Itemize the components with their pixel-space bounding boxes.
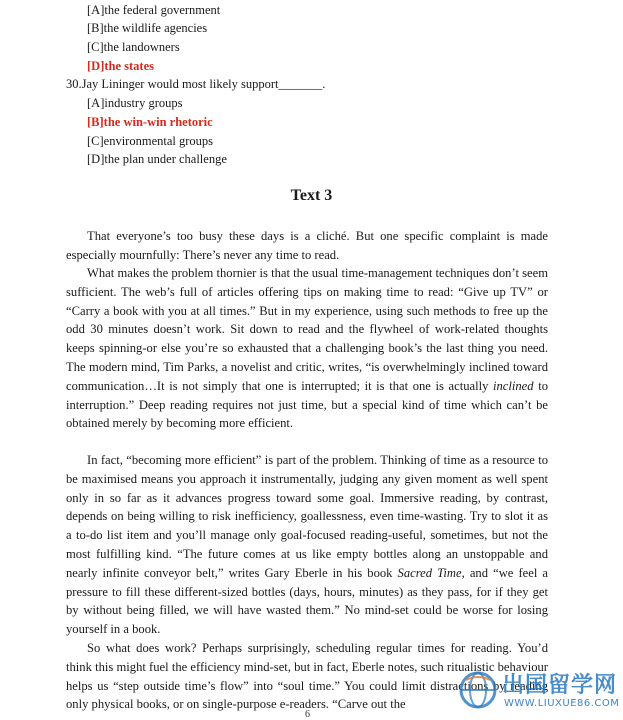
section-title: Text 3 [290,187,333,204]
paragraph-2-part-a: What makes the problem thornier is that the usual time-management techniques don’t seem sufficient. The web’s full of articles offering tips on making time to read: “Give up TV” or “Carry a book with you at all times.” But in my experience, using such methods to free up the odd 30 minutes doesn’t work. Sit down to read and the flywheel of work-related thoughts keeps spinning-or else you’re so exhausted that a challenging book’s the last thing you need. The modern mind, Tim Parks, a novelist and critic, writes, “is overwhelmingly inclined toward communication…It is not simply that one is interrupted; it is that one is actually [66,266,548,393]
paragraph-2-italic: inclined [493,378,534,393]
q30-option-c: [C]environmental groups [87,134,214,148]
q30-option-b-answer: [B]the win-win rhetoric [87,115,213,129]
paragraph-2 [66,264,548,433]
question-30-suffix: . [322,77,326,91]
paragraph-3-part-b: , and “we feel a pressure to fill these different-sized bottles (days, hours, minutes) as they pass, for if they get by without being filled, we will have wasted them.” No mind-set could be worse for losing yourself in a book. [66,565,548,637]
paragraph-3-part-a: In fact, “becoming more efficient” is part of the problem. Thinking of time as a resource to be maximised means you approach it instrumentally, judging any given moment as well spent only in so far as it advances progress toward some goal. Immersive reading, by contrast, depends on being willing to risk inefficiency, goallessness, even time-wasting. Try to slot it as a to-do list item and you’ll manage only goal-focused reading-useful, sometimes, but not the most fulfilling kind. “The future comes at us like empty bottles along an unstoppable and nearly infinite conveyor belt,” writes Gary Eberle in his book [66,453,548,580]
question-30-blank: _______ [278,77,323,91]
q29-option-d-answer: [D]the states [87,59,154,73]
q29-option-b: [B]the wildlife agencies [87,21,208,35]
paragraph-3-italic: Sacred Time [397,565,462,580]
question-30 [66,75,325,93]
paragraph-2-part-b: to interruption.” Deep reading requires not just time, but a special kind of time which can’t be obtained merely by becoming more efficient. [66,378,548,431]
paragraph-4: So what does work? Perhaps surprisingly, scheduling regular times for reading. You’d think this might fuel the efficiency mind-set, but in fact, Eberle notes, such ritualistic behaviour helps us “step outside time’s flow” into “soul time.” You could limit distractions by reading only physical books, or on single-purpose e-readers. “Carve out the [66,641,548,712]
paragraph-1: That everyone’s too busy these days is a cliché. But one specific complaint is made especially mournfully: There’s never any time to read. [66,229,548,262]
watermark-brand: 出国留学网 [502,673,618,698]
q29-option-c: [C]the landowners [87,40,180,54]
question-30-prefix: 30.Jay Lininger would most likely support [66,77,279,91]
watermark [452,666,620,718]
q30-option-d: [D]the plan under challenge [87,152,227,166]
q29-option-a: [A]the federal government [87,3,221,17]
paragraph-3 [66,451,548,639]
globe-logo-icon [458,670,498,710]
q30-option-a: [A]industry groups [87,96,183,110]
page-number: 6 [305,709,310,720]
watermark-url: WWW.LIUXUE86.COM [504,698,620,709]
